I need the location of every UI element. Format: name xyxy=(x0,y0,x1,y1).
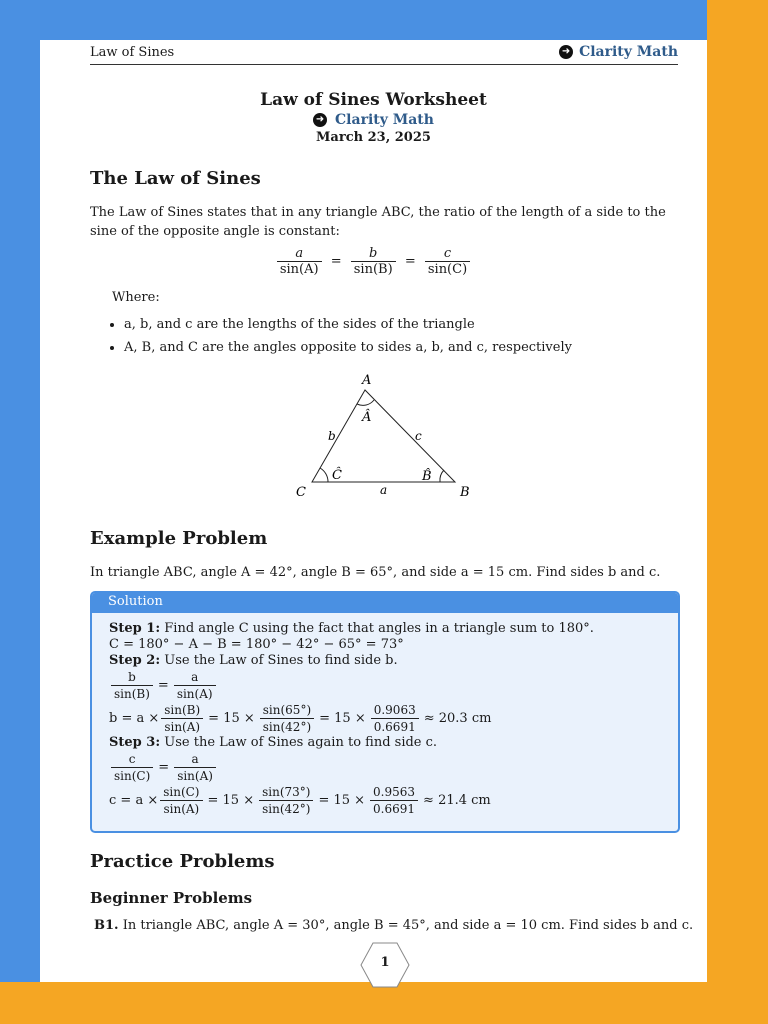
title-block xyxy=(40,90,707,145)
problem-b1-text: In triangle ABC, angle A = 30°, angle B = 45°, and side a = 10 cm. Find sides b and c. xyxy=(122,918,694,933)
fraction-b: $\frac{b}{\sin(B)}$ xyxy=(351,246,396,277)
arrow-right-circle-icon: ➜ xyxy=(559,45,573,59)
solution-header: Solution xyxy=(92,593,678,613)
section-heading-law-of-sines: The Law of Sines xyxy=(90,168,261,189)
triangle-diagram xyxy=(290,370,480,500)
header-title: Law of Sines xyxy=(90,45,175,60)
side-c-label: c xyxy=(415,429,422,443)
side-b-label: b xyxy=(328,429,336,443)
header-brand-label: Clarity Math xyxy=(579,44,678,60)
page-number-badge xyxy=(360,942,410,988)
law-of-sines-formula: $\frac{a}{\sin(A)}$ = $\frac{b}{\sin(B)}$ = $\frac{c}{\sin(C)}$ xyxy=(40,246,707,277)
section-heading-practice: Practice Problems xyxy=(90,851,275,872)
problem-b1-label: B1. xyxy=(94,918,119,933)
vertex-b-label: B xyxy=(460,485,470,500)
document-date: March 23, 2025 xyxy=(316,130,431,145)
section-heading-example: Example Problem xyxy=(90,528,268,549)
fraction-a: $\frac{a}{\sin(A)}$ xyxy=(277,246,322,277)
vertex-a-label: A xyxy=(362,373,372,388)
angle-arc-b xyxy=(440,470,444,482)
step3-ratio: $\frac{c}{\sin(C)}$ = $\frac{a}{\sin(A)}$ xyxy=(109,751,669,784)
document-brand-label: Clarity Math xyxy=(335,112,434,128)
arrow-right-circle-icon: ➜ xyxy=(313,113,327,127)
problem-b1 xyxy=(94,918,693,933)
step2-calc: b = a × $\frac{\sin(B)}{\sin(A)}$ = 15 × $\frac{\sin(65^\circ)}{\sin(42^\circ)}$ = 15 × $\frac{0.9063}{0.6691}$ ≈ 20.3 cm xyxy=(109,703,492,734)
side-a-label: a xyxy=(380,483,388,497)
subheading-beginner: Beginner Problems xyxy=(90,889,253,907)
example-statement: In triangle ABC, angle A = 42°, angle B = 65°, and side a = 15 cm. Find sides b and c. xyxy=(90,565,661,580)
definition-list xyxy=(110,317,572,363)
step2-ratio: $\frac{b}{\sin(B)}$ = $\frac{a}{\sin(A)}$ xyxy=(109,669,669,702)
list-item: • A, B, and C are the angles opposite to sides a, b, and c, respectively xyxy=(124,340,572,355)
solution-body xyxy=(109,621,669,817)
list-item: • a, b, and c are the lengths of the sides of the triangle xyxy=(124,317,572,332)
solution-box xyxy=(90,591,680,833)
orange-border-right xyxy=(707,0,768,1024)
fraction-c: $\frac{c}{\sin(C)}$ xyxy=(425,246,470,277)
page-number: 1 xyxy=(380,955,390,970)
angle-arc-a xyxy=(357,400,374,405)
step1-calc: C = 180° − A − B = 180° − 42° − 65° = 73° xyxy=(109,637,404,652)
step2-line: Step 2: Use the Law of Sines to find side b. xyxy=(109,653,398,668)
step3-calc: c = a × $\frac{\sin(C)}{\sin(A)}$ = 15 × $\frac{\sin(73^\circ)}{\sin(42^\circ)}$ = 15 × $\frac{0.9563}{0.6691}$ ≈ 21.4 cm xyxy=(109,785,491,816)
step1-line: Step 1: Find angle C using the fact that angles in a triangle sum to 180°. xyxy=(109,621,594,636)
orange-border-bottom xyxy=(0,982,768,1024)
document-brand[interactable] xyxy=(40,112,707,128)
document-title: Law of Sines Worksheet xyxy=(260,90,487,110)
angle-arc-c xyxy=(320,468,328,482)
header-brand[interactable] xyxy=(559,44,678,60)
intro-paragraph: The Law of Sines states that in any triangle ABC, the ratio of the length of a side to the sine of the opposite angle is constant: xyxy=(90,205,666,239)
running-header xyxy=(90,44,678,65)
vertex-c-label: C xyxy=(296,485,306,500)
where-label: Where: xyxy=(112,290,160,305)
angle-c-label: Ĉ xyxy=(332,468,342,483)
angle-b-label: B̂ xyxy=(422,469,432,484)
angle-a-label: Â xyxy=(362,410,372,425)
worksheet-page xyxy=(40,40,707,982)
step3-line: Step 3: Use the Law of Sines again to find side c. xyxy=(109,735,438,750)
